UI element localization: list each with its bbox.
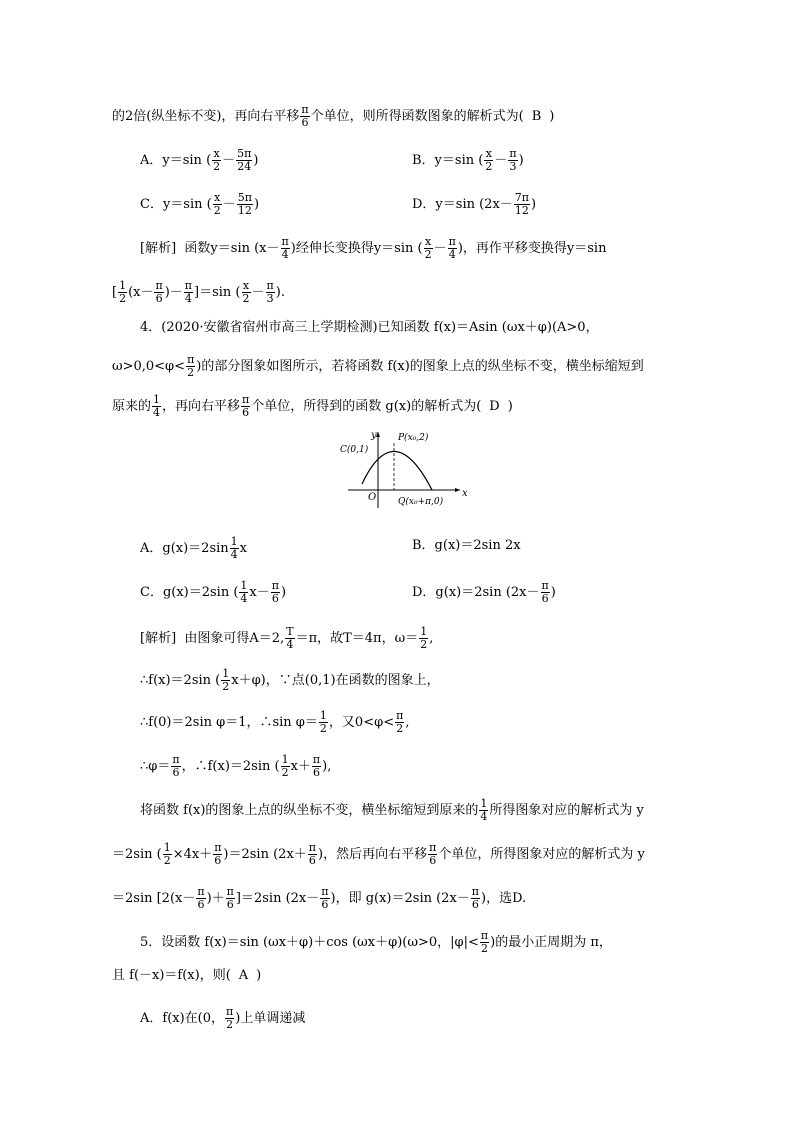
x-axis-arrow bbox=[455, 488, 460, 492]
p3-solution: [解析] 函数y＝sin (x－ $\frac{\pi}{4}$ )经伸长变换得y＝sin ( $\frac{x}{2}$ － $\frac{\pi}{4}$ )，再作平移变换得y＝sin bbox=[140, 235, 607, 261]
p4-stem-line2: ω>0,0<φ< $\frac{\pi}{2}$ )的部分图象如图所示，若将函数 f(x)的图象上点的纵坐标不变，横坐标缩短到 bbox=[112, 353, 644, 379]
p3-stem: 的2倍(纵坐标不变)，再向右平移 $\frac{\pi}{6}$ 个单位，则所得函数图象的解析式为( B ) bbox=[112, 103, 555, 129]
point-p-label: P(x₀,2) bbox=[398, 433, 429, 443]
p4-stem-line3: 原来的 $\frac{1}{4}$ ，再向右平移 $\frac{\pi}{6}$ 个单位，所得到的函数 g(x)的解析式为( D ) bbox=[112, 393, 513, 419]
p4-stem-line1: 4．(2020·安徽省宿州市高三上学期检测)已知函数 f(x)＝Asin (ωx＋φ)(A>0， bbox=[140, 320, 599, 335]
p5-stem-line1: 5．设函数 f(x)＝sin (ωx＋φ)＋cos (ωx＋φ)(ω>0，|φ|< $\frac{\pi}{2}$ )的最小正周期为 π， bbox=[140, 929, 612, 955]
p5-answer: A bbox=[238, 968, 249, 983]
p4-option-c: C．g(x)＝2sin ( $\frac{1}{4}$ x－ $\frac{\pi}{6}$ ) bbox=[140, 579, 287, 605]
sine-curve bbox=[362, 451, 432, 490]
p3-answer: B bbox=[531, 109, 542, 124]
p4-option-a: A．g(x)＝2sin $\frac{1}{4}$ x bbox=[140, 535, 248, 561]
p4-solution-6: ＝2sin ( $\frac{1}{2}$ ×4x＋ $\frac{\pi}{6}$ )＝2sin (2x＋ $\frac{\pi}{6}$ )，然后再向右平移 $\frac{\pi}{6}$ 个单位，所得图象对应的解析式为 y bbox=[112, 841, 645, 867]
x-label: x bbox=[462, 488, 468, 499]
p4-solution-1: [解析] 由图象可得A＝2, $\frac{T}{4}$ ＝π，故T＝4π，ω＝ $\frac{1}{2}$ , bbox=[140, 625, 434, 651]
origin-label: O bbox=[368, 492, 377, 503]
p5-stem-line2: 且 f(－x)＝f(x)，则( A ) bbox=[112, 966, 261, 986]
p3-solution-line2: [ $\frac{1}{2}$ (x－ $\frac{\pi}{6}$ )－ $\frac{\pi}{4}$ ]＝sin ( $\frac{x}{2}$ － $\frac{\pi}{3}$ ). bbox=[112, 279, 285, 305]
y-label: y bbox=[371, 430, 377, 441]
p4-option-d: D．g(x)＝2sin (2x－ $\frac{\pi}{6}$ ) bbox=[412, 579, 556, 605]
p4-solution-7: ＝2sin [2(x－ $\frac{\pi}{6}$ )＋ $\frac{\pi}{6}$ ]＝2sin (2x－ $\frac{\pi}{6}$ )，即 g(x)＝2sin (2x－ $\frac{\pi}{6}$ )，选D. bbox=[112, 885, 527, 911]
function-graph bbox=[340, 428, 470, 512]
p3-option-c: C．y＝sin ( $\frac{x}{2}$ － $\frac{5\pi}{12}$ ) bbox=[140, 191, 260, 217]
p3-option-d: D．y＝sin (2x－ $\frac{7\pi}{12}$ ) bbox=[412, 191, 537, 217]
point-q-label: Q(x₀+π,0) bbox=[398, 497, 444, 507]
p4-option-b: B．g(x)＝2sin 2x bbox=[412, 538, 521, 553]
p3-option-a: A．y＝sin ( $\frac{x}{2}$ － $\frac{5\pi}{24}$ ) bbox=[140, 147, 259, 173]
p3-option-b: B．y＝sin ( $\frac{x}{2}$ － $\frac{\pi}{3}$ ) bbox=[412, 147, 524, 173]
p4-solution-4: ∴φ＝ $\frac{\pi}{6}$ ，∴f(x)＝2sin ( $\frac{1}{2}$ x＋ $\frac{\pi}{6}$ ), bbox=[140, 753, 332, 779]
p4-solution-3: ∴f(0)＝2sin φ＝1，∴sin φ＝ $\frac{1}{2}$ ，又0<φ< $\frac{\pi}{2}$ , bbox=[140, 709, 410, 735]
p5-option-a: A．f(x)在(0， $\frac{\pi}{2}$ )上单调递减 bbox=[140, 1005, 306, 1031]
p4-solution-2: ∴f(x)＝2sin ( $\frac{1}{2}$ x＋φ)，∵点(0,1)在函数的图象上， bbox=[140, 667, 440, 693]
point-c-label: C(0,1) bbox=[340, 445, 369, 455]
p4-solution-5: 将函数 f(x)的图象上点的纵坐标不变，横坐标缩短到原来的 $\frac{1}{4}$ 所得图象对应的解析式为 y bbox=[140, 797, 644, 823]
p4-answer: D bbox=[489, 399, 500, 414]
